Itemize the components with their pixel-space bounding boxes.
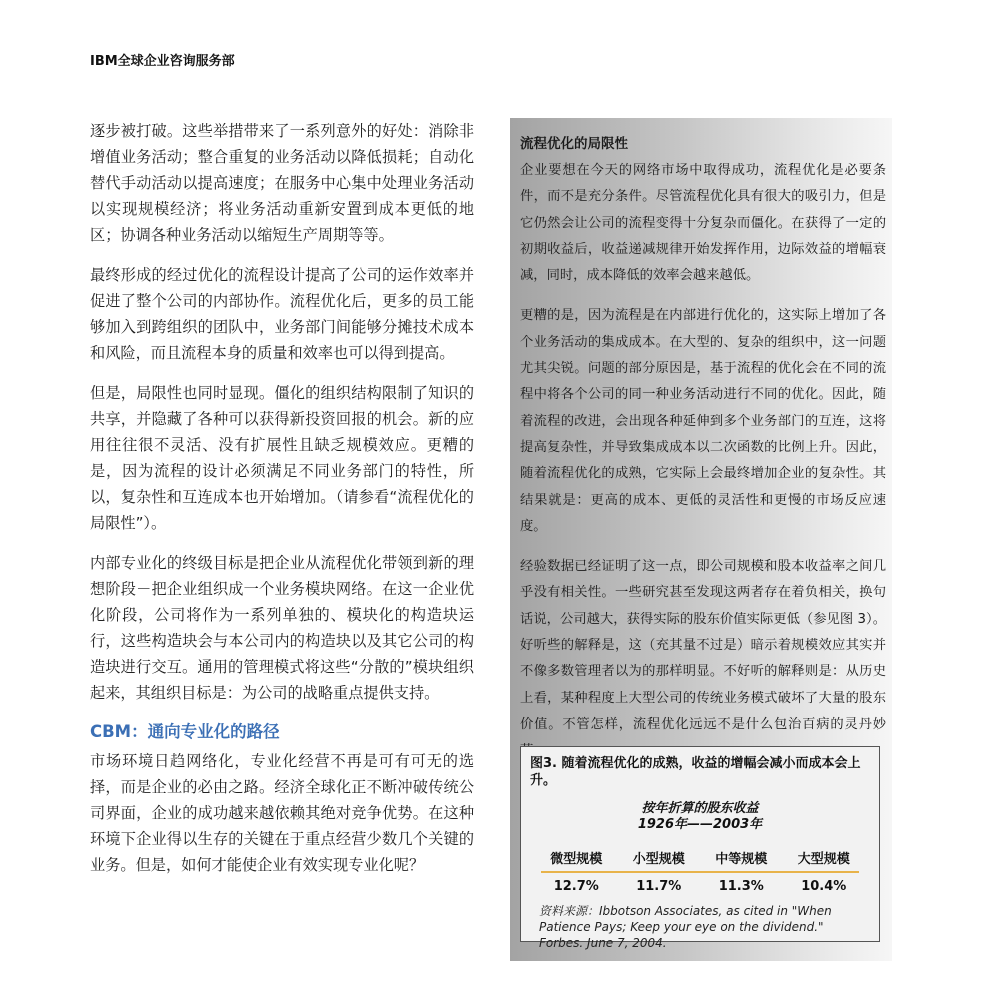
column-header: 小型规模 (632, 852, 685, 867)
figure-caption: 图3. 随着流程优化的成熟，收益的增幅会减小而成本会上升。 (530, 756, 861, 788)
body-paragraph: 逐步被打破。这些举措带来了一系列意外的好处：消除非增值业务活动；整合重复的业务活动以降低损耗；自动化替代手动活动以提高速度；在服务中心集中处理业务活动以实现规模经济；将业务活动重新安置到成本更低的地区；协调各种业务活动以缩短生产周期等等。 (90, 122, 474, 244)
sidebar-box (510, 118, 892, 961)
table-row (535, 873, 865, 899)
table-cell: 10.4% (801, 879, 847, 894)
figure-period: 1926年——2003年 (637, 817, 763, 832)
page-header: IBM全球企业咨询服务部 (90, 54, 235, 69)
table-cell: 12.7% (553, 879, 599, 894)
figure-source: 资料来源：Ibbotson Associates, as cited in "When Patience Pays; Keep your eye on the dividend." Forbes. June 7, 2004. (539, 904, 832, 950)
sidebar-paragraph: 经验数据已经证明了这一点，即公司规模和股本收益率之间几乎没有相关性。一些研究甚至发现这两者存在着负相关，换句话说，公司越大，获得实际的股东价值实际更低（参见图 3）。好听些的解释是，这（充其量不过是）暗示着规模效应其实并不像多数管理者以为的那样明显。不好听的解释则是：从历史上看，某种程度上大型公司的传统业务模式破坏了大量的股东价值。不管怎样，流程优化远远不是什么包治百病的灵丹妙 (520, 559, 886, 732)
sidebar-content (520, 132, 886, 779)
figure-box (520, 746, 880, 950)
body-paragraph: 内部专业化的终级目标是把企业从流程优化带领到新的理想阶段－把企业组织成一个业务模块网络。在这一企业优化阶段，公司将作为一系列单独的、模块化的构造块运行，这些构造块会与本公司内的构造块以及其它公司的构造块进行交互。通用的管理模式将这些“分散的”模块组织起来，其组织目标是：为公司的战略重点提供支持。 (90, 554, 474, 702)
sidebar-paragraph: 更糟的是，因为流程是在内部进行优化的，这实际上增加了各个业务活动的集成成本。在大型的、复杂的组织中，这一问题尤其尖锐。问题的部分原因是，基于流程的优化会在不同的流程中将各个公司的同一种业务活动进行不同的优化。因此，随着流程的改进，会出现各种延伸到多个业务部门的互连，这将提高复杂性，并导致集成成本以二次函数的比例上升。因此，随着流程优化的成熟，它实际上会最终增加企业的复杂性。其结果就是：更高的成本、更低的灵活性和更慢的市场反应速度。 (520, 308, 886, 534)
table-cell: 11.3% (718, 879, 764, 894)
section-paragraph: 市场环境日趋网络化，专业化经营不再是可有可无的选择，而是企业的必由之路。经济全球化正不断冲破传统公司界面，企业的成功越来越依赖其绝对竞争优势。在这种环境下企业得以生存的关键在于重点经营少数几个关键的业务。但是，如何才能使企业有效实现专业化呢？ (90, 752, 474, 874)
section-heading: CBM：通向专业化的路径 (90, 722, 280, 741)
returns-table (535, 849, 865, 899)
body-paragraph: 最终形成的经过优化的流程设计提高了公司的运作效率并促进了整个公司的内部协作。流程优化后，更多的员工能够加入到跨组织的团队中，业务部门间能够分摊技术成本和风险，而且流程本身的质量和效率也可以得到提高。 (90, 266, 474, 362)
column-header: 大型规模 (797, 852, 850, 867)
body-paragraph: 但是，局限性也同时显现。僵化的组织结构限制了知识的共享，并隐藏了各种可以获得新投资回报的机会。新的应用往往很不灵活、没有扩展性且缺乏规模效应。更糟的是，因为流程的设计必须满足不同业务部门的特性，所以，复杂性和互连成本也开始增加。（请参看“流程优化的局限性”）。 (90, 384, 474, 532)
sidebar-paragraph: 企业要想在今天的网络市场中取得成功，流程优化是必要条件，而不是充分条件。尽管流程优化具有很大的吸引力，但是它仍然会让公司的流程变得十分复杂而僵化。在获得了一定的初期收益后，收益递减规律开始发挥作用，边际效益的增幅衰减，同时，成本降低的效率会越来越低。 (520, 163, 886, 284)
table-header-row (535, 849, 865, 871)
column-header: 中等规模 (715, 852, 768, 867)
column-header: 微型规模 (550, 852, 603, 867)
table-cell: 11.7% (636, 879, 682, 894)
main-column (90, 118, 474, 892)
figure-subtitle: 按年折算的股东收益 (641, 801, 759, 816)
sidebar-title: 流程优化的局限性 (520, 136, 628, 152)
